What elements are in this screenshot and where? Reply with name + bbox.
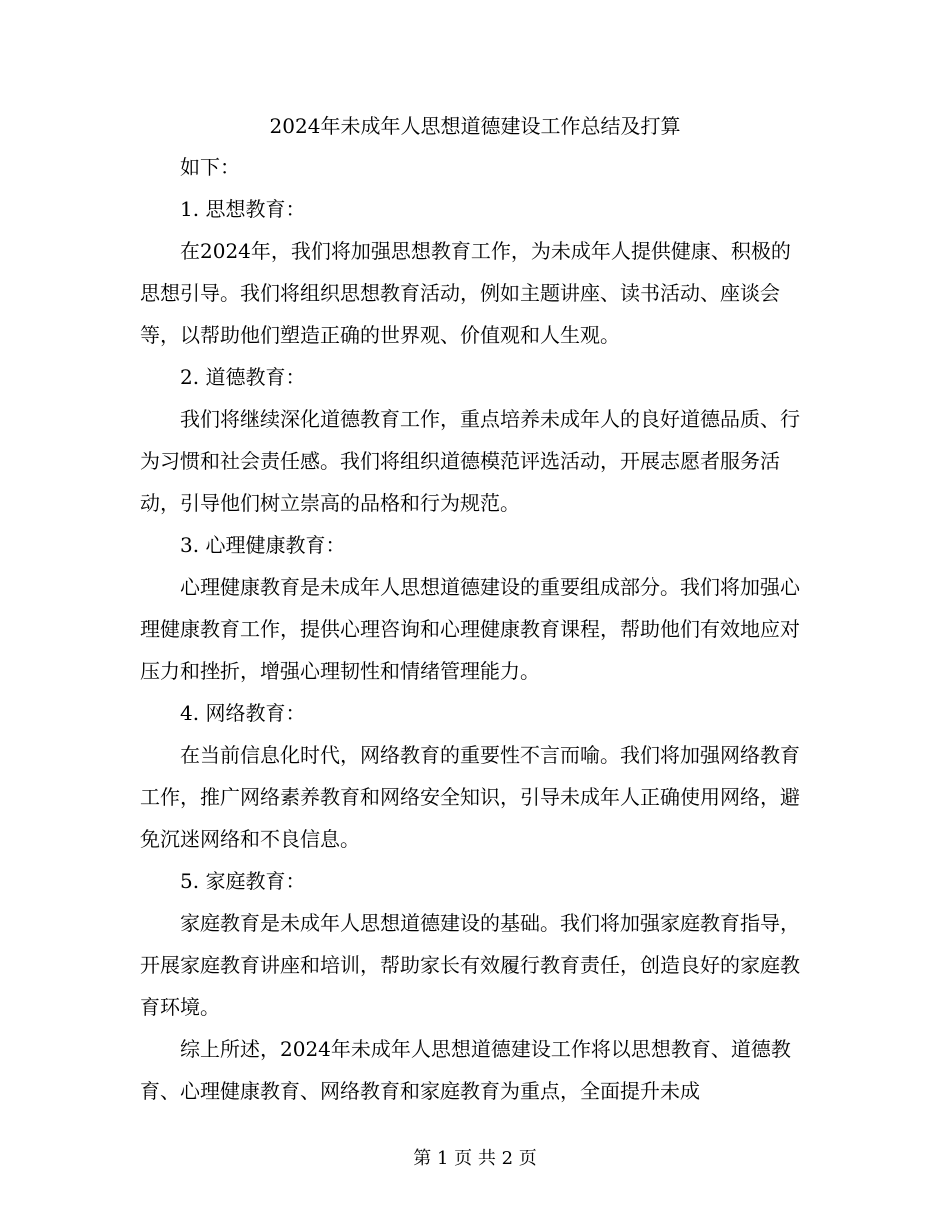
section-heading-network-education: 4. 网络教育： — [180, 701, 306, 725]
page-footer: 第 1 页 共 2 页 — [413, 1148, 537, 1169]
intro-line: 如下： — [180, 155, 240, 179]
paragraph-mental-health-education: 心理健康教育是未成年人思想道德建设的重要组成部分。我们将加强心理健康教育工作，提供心理咨询和心理健康教育课程，帮助他们有效地应对压力和挫折，增强心理韧性和情绪管理能力。 — [140, 575, 800, 683]
paragraph-summary: 综上所述，2024年未成年人思想道德建设工作将以思想教育、道德教育、心理健康教育、网络教育和家庭教育为重点，全面提升未成 — [140, 1037, 791, 1103]
section-heading-family-education: 5. 家庭教育： — [180, 869, 306, 893]
section-heading-thought-education: 1. 思想教育： — [180, 197, 306, 221]
paragraph-family-education: 家庭教育是未成年人思想道德建设的基础。我们将加强家庭教育指导，开展家庭教育讲座和培训，帮助家长有效履行教育责任，创造良好的家庭教育环境。 — [140, 911, 800, 1019]
paragraph-moral-education: 我们将继续深化道德教育工作，重点培养未成年人的良好道德品质、行为习惯和社会责任感。我们将组织道德模范评选活动，开展志愿者服务活动，引导他们树立崇高的品格和行为规范。 — [140, 407, 800, 515]
paragraph-network-education: 在当前信息化时代，网络教育的重要性不言而喻。我们将加强网络教育工作，推广网络素养教育和网络安全知识，引导未成年人正确使用网络，避免沉迷网络和不良信息。 — [140, 743, 800, 851]
document-title: 2024年未成年人思想道德建设工作总结及打算 — [269, 114, 681, 138]
section-heading-mental-health-education: 3. 心理健康教育： — [180, 533, 346, 557]
section-heading-moral-education: 2. 道德教育： — [180, 365, 306, 389]
paragraph-thought-education: 在2024年，我们将加强思想教育工作，为未成年人提供健康、积极的思想引导。我们将组织思想教育活动，例如主题讲座、读书活动、座谈会等，以帮助他们塑造正确的世界观、价值观和人生观。 — [140, 239, 791, 347]
document-body — [140, 146, 810, 1112]
